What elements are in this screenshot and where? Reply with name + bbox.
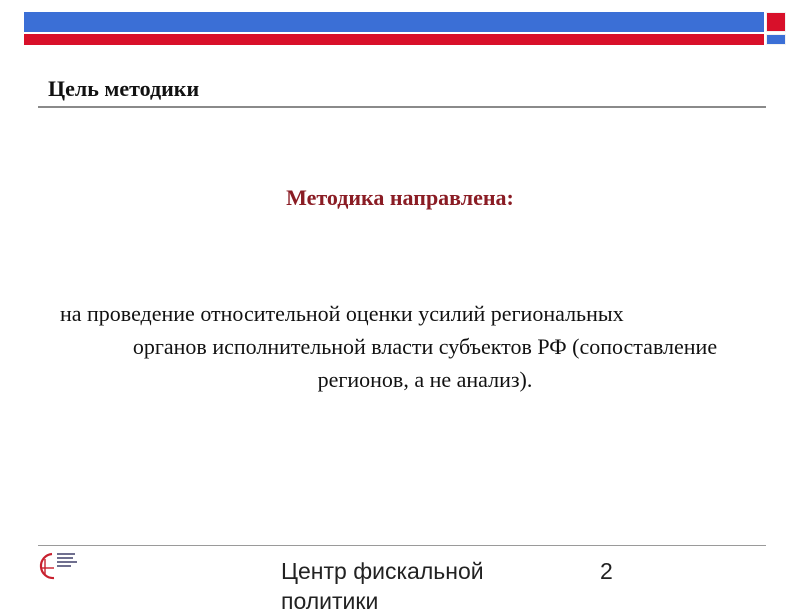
body-text-line-first: на проведение относительной оценки усилий региональных <box>60 301 624 326</box>
top-blue-square <box>766 34 786 45</box>
page-number: 2 <box>600 558 613 584</box>
slide-subheading: Методика направлена: <box>286 185 514 210</box>
title-divider <box>38 106 766 108</box>
organization-logo-icon <box>38 548 82 580</box>
top-red-square <box>766 12 786 32</box>
footer-divider <box>38 545 766 546</box>
top-blue-bar <box>24 12 764 32</box>
footer-organization: Центр фискальной политики <box>281 558 484 614</box>
body-text-continuation: органов исполнительной власти субъектов РФ (сопоставление регионов, а не анализ). <box>132 334 718 392</box>
top-red-bar <box>24 34 764 45</box>
slide-title: Цель методики <box>48 76 200 101</box>
slide-body <box>60 297 750 396</box>
